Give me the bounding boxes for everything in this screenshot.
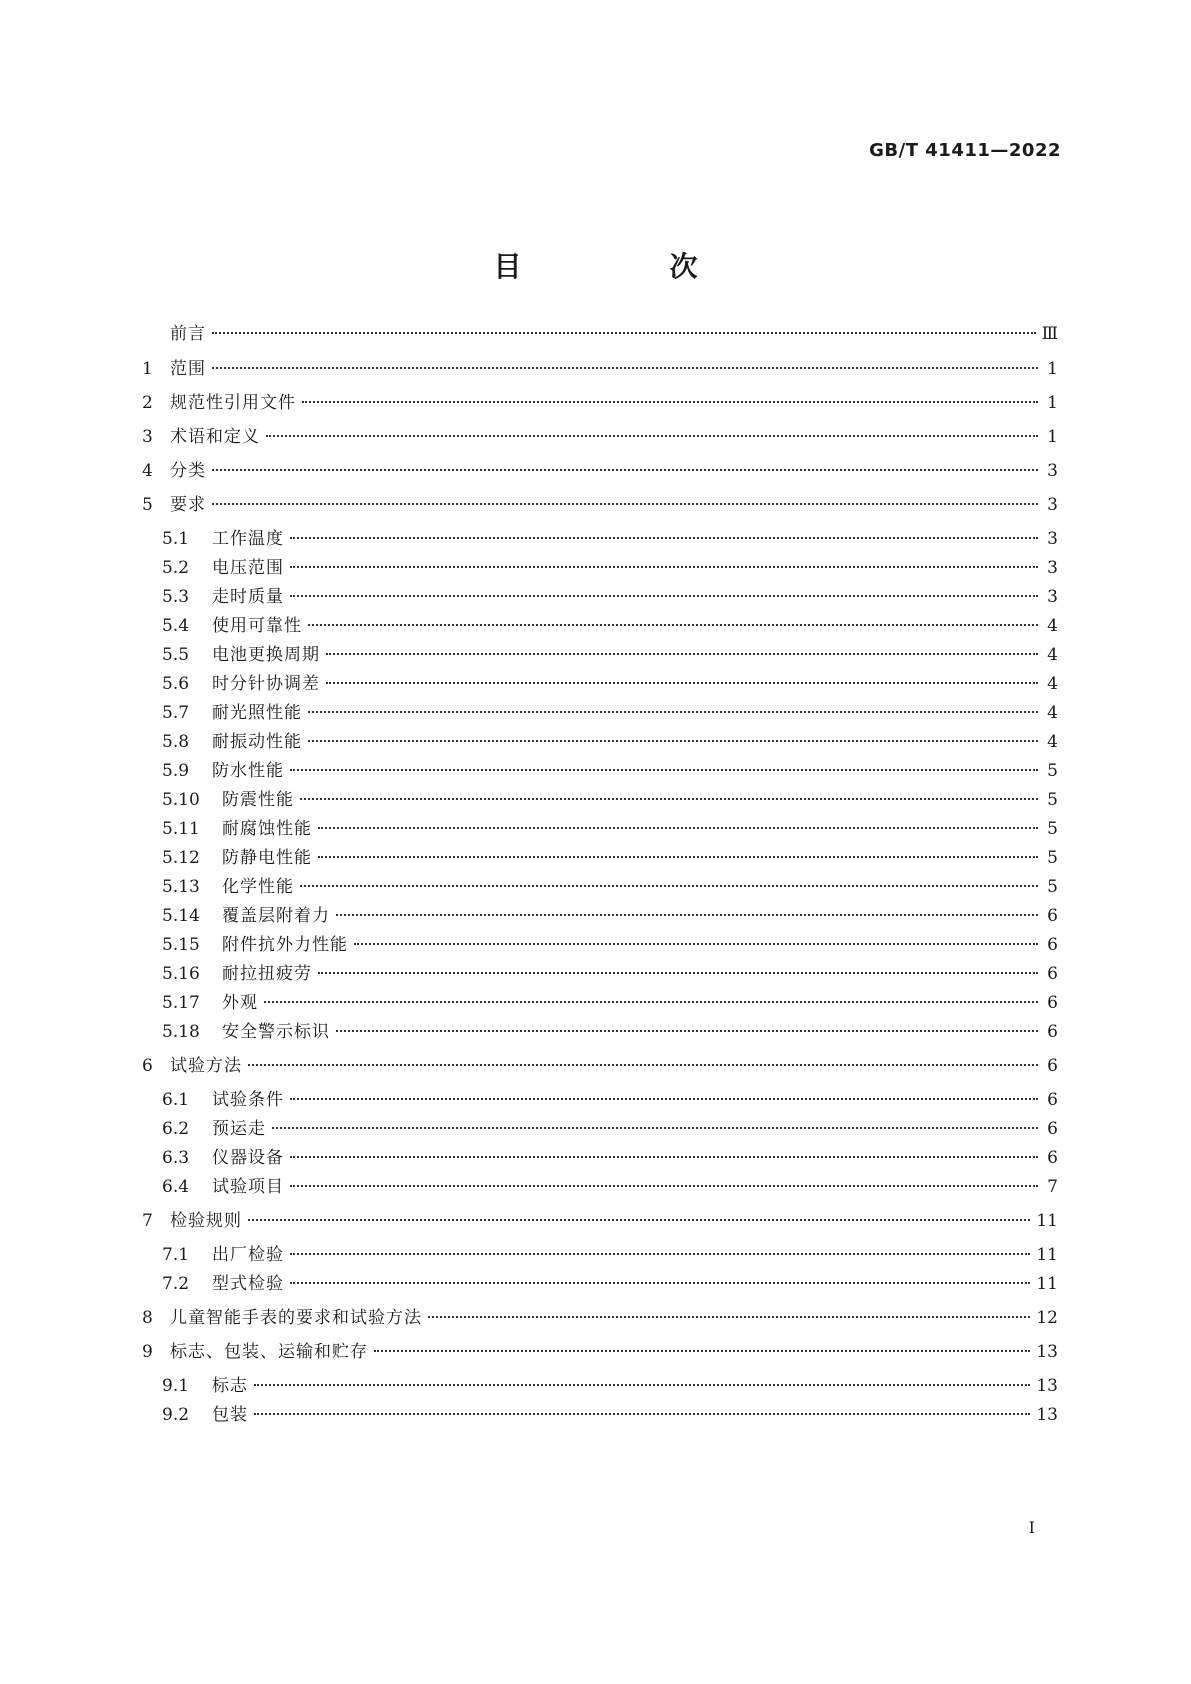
toc-text: 防震性能 [222, 790, 294, 810]
toc-subentry[interactable] [162, 1243, 1058, 1267]
toc-number: 5.17 [162, 993, 200, 1013]
toc-subentry[interactable] [162, 701, 1058, 725]
toc-entry[interactable] [142, 1209, 1058, 1233]
standard-code: GB/T 41411—2022 [869, 140, 1061, 161]
toc-number: 6.4 [162, 1177, 190, 1197]
toc-text: 仪器设备 [212, 1148, 284, 1168]
toc-text: 走时质量 [212, 587, 284, 607]
toc-entry[interactable] [142, 493, 1058, 517]
toc-text: 规范性引用文件 [170, 393, 296, 413]
toc-subentry[interactable] [162, 1117, 1058, 1141]
toc-number: 6.1 [162, 1090, 190, 1110]
toc-subentry[interactable] [162, 1088, 1058, 1112]
toc-text: 试验条件 [212, 1090, 284, 1110]
toc-number: 5.3 [162, 587, 190, 607]
toc-page: 4 [1047, 674, 1058, 694]
toc-number: 5.15 [162, 935, 200, 955]
dot-leader [290, 769, 1038, 771]
toc-text: 包装 [212, 1405, 248, 1425]
toc-number: 3 [142, 427, 153, 447]
toc-text: 耐腐蚀性能 [222, 819, 312, 839]
toc-number: 5.9 [162, 761, 190, 781]
toc-text: 电池更换周期 [212, 645, 320, 665]
toc-entry[interactable] [142, 459, 1058, 483]
toc-text: 标志 [212, 1376, 248, 1396]
dot-leader [336, 914, 1038, 916]
toc-text: 要求 [170, 495, 206, 515]
toc-page: 3 [1047, 495, 1058, 515]
toc-text: 耐光照性能 [212, 703, 302, 723]
toc-page: 4 [1047, 732, 1058, 752]
dot-leader [290, 1282, 1030, 1284]
dot-leader [374, 1350, 1030, 1352]
toc-page: 6 [1047, 1022, 1058, 1042]
toc-subentry[interactable] [162, 875, 1058, 899]
toc-subentry[interactable] [162, 614, 1058, 638]
dot-leader [290, 1098, 1038, 1100]
toc-page: 5 [1047, 790, 1058, 810]
toc-number: 5.2 [162, 558, 190, 578]
toc-number: 9.2 [162, 1405, 190, 1425]
dot-leader [336, 1030, 1038, 1032]
toc-page: 5 [1047, 848, 1058, 868]
dot-leader [248, 1064, 1038, 1066]
toc-number: 5.11 [162, 819, 200, 839]
toc-page: 6 [1047, 906, 1058, 926]
toc-text: 分类 [170, 461, 206, 481]
toc-text: 耐拉扭疲劳 [222, 964, 312, 984]
toc-text: 防静电性能 [222, 848, 312, 868]
toc-number: 7 [142, 1211, 153, 1231]
toc-page: 13 [1036, 1376, 1058, 1396]
dot-leader [326, 653, 1038, 655]
toc-subentry[interactable] [162, 1175, 1058, 1199]
toc-page: 11 [1036, 1245, 1058, 1265]
toc-entry[interactable] [142, 1340, 1058, 1364]
dot-leader [300, 885, 1038, 887]
toc-number: 5.16 [162, 964, 200, 984]
toc-page: 3 [1047, 529, 1058, 549]
toc-text: 耐振动性能 [212, 732, 302, 752]
dot-leader [318, 856, 1038, 858]
toc-entry[interactable] [142, 1054, 1058, 1078]
toc-number: 6 [142, 1056, 153, 1076]
toc-number: 5.6 [162, 674, 190, 694]
dot-leader [290, 1253, 1030, 1255]
toc-page: 13 [1036, 1405, 1058, 1425]
toc-subentry[interactable] [162, 585, 1058, 609]
toc-page: 6 [1047, 1056, 1058, 1076]
toc-text: 试验项目 [212, 1177, 284, 1197]
toc-subentry[interactable] [162, 527, 1058, 551]
toc-text: 化学性能 [222, 877, 294, 897]
toc-number: 1 [142, 359, 153, 379]
toc-subentry[interactable] [162, 643, 1058, 667]
toc-page: 4 [1047, 645, 1058, 665]
toc-page: 3 [1047, 587, 1058, 607]
dot-leader [212, 503, 1038, 505]
toc-subentry[interactable] [162, 991, 1058, 1015]
toc-page: 4 [1047, 616, 1058, 636]
toc-page: 5 [1047, 877, 1058, 897]
dot-leader [290, 1156, 1038, 1158]
toc-page: 6 [1047, 993, 1058, 1013]
dot-leader [248, 1219, 1030, 1221]
toc-number: 4 [142, 461, 153, 481]
toc-page: 1 [1047, 427, 1058, 447]
toc-text: 使用可靠性 [212, 616, 302, 636]
toc-subentry[interactable] [162, 933, 1058, 957]
toc-subentry[interactable] [162, 904, 1058, 928]
toc-page: 7 [1047, 1177, 1058, 1197]
toc-number: 5.8 [162, 732, 190, 752]
toc-subentry[interactable] [162, 817, 1058, 841]
toc-entry[interactable] [142, 391, 1058, 415]
toc-subentry[interactable] [162, 1020, 1058, 1044]
toc-text: 出厂检验 [212, 1245, 284, 1265]
toc-number: 5.10 [162, 790, 200, 810]
toc-text: 防水性能 [212, 761, 284, 781]
toc-text: 前言 [170, 324, 206, 344]
toc-page: 6 [1047, 964, 1058, 984]
toc-subentry[interactable] [162, 1146, 1058, 1170]
dot-leader [264, 1001, 1038, 1003]
toc-number: 2 [142, 393, 153, 413]
toc-number: 5.18 [162, 1022, 200, 1042]
toc-text: 电压范围 [212, 558, 284, 578]
toc-number: 5.5 [162, 645, 190, 665]
toc-number: 7.2 [162, 1274, 190, 1294]
toc-page: 13 [1036, 1342, 1058, 1362]
toc-number: 5 [142, 495, 153, 515]
toc-number: 5.1 [162, 529, 190, 549]
toc-number: 5.14 [162, 906, 200, 926]
toc-page: 1 [1047, 393, 1058, 413]
dot-leader [318, 827, 1038, 829]
dot-leader [302, 401, 1038, 403]
toc-entry-preface[interactable] [142, 322, 1058, 346]
toc-entry[interactable] [142, 1306, 1058, 1330]
toc-subentry[interactable] [162, 962, 1058, 986]
toc-entry[interactable] [142, 425, 1058, 449]
toc-page: 12 [1036, 1308, 1058, 1328]
toc-number: 9 [142, 1342, 153, 1362]
toc-number: 6.3 [162, 1148, 190, 1168]
toc-number: 5.12 [162, 848, 200, 868]
toc-subentry[interactable] [162, 788, 1058, 812]
dot-leader [212, 332, 1036, 334]
toc-text: 覆盖层附着力 [222, 906, 330, 926]
toc-number: 9.1 [162, 1376, 190, 1396]
toc-subentry[interactable] [162, 1374, 1058, 1398]
dot-leader [266, 435, 1038, 437]
toc-page: 5 [1047, 761, 1058, 781]
toc-text: 型式检验 [212, 1274, 284, 1294]
dot-leader [254, 1384, 1030, 1386]
toc-page: 6 [1047, 1119, 1058, 1139]
dot-leader [308, 624, 1038, 626]
toc-number: 8 [142, 1308, 153, 1328]
footer-page-number: I [1028, 1518, 1035, 1537]
dot-leader [290, 1185, 1038, 1187]
toc-subentry[interactable] [162, 846, 1058, 870]
toc-number: 7.1 [162, 1245, 190, 1265]
dot-leader [326, 682, 1038, 684]
dot-leader [428, 1316, 1030, 1318]
dot-leader [290, 566, 1038, 568]
dot-leader [272, 1127, 1038, 1129]
toc-text: 附件抗外力性能 [222, 935, 348, 955]
toc-text: 安全警示标识 [222, 1022, 330, 1042]
toc-number: 5.4 [162, 616, 190, 636]
dot-leader [354, 943, 1038, 945]
toc-text: 儿童智能手表的要求和试验方法 [170, 1308, 422, 1328]
toc-subentry[interactable] [162, 556, 1058, 580]
toc-text: 预运走 [212, 1119, 266, 1139]
dot-leader [318, 972, 1038, 974]
toc-text: 检验规则 [170, 1211, 242, 1231]
toc-page: 11 [1036, 1211, 1058, 1231]
toc-subentry[interactable] [162, 759, 1058, 783]
dot-leader [290, 537, 1038, 539]
dot-leader [300, 798, 1038, 800]
toc-text: 范围 [170, 359, 206, 379]
toc-text: 标志、包装、运输和贮存 [170, 1342, 368, 1362]
toc-subentry[interactable] [162, 672, 1058, 696]
toc-page: 6 [1047, 935, 1058, 955]
toc-number: 6.2 [162, 1119, 190, 1139]
toc-text: 术语和定义 [170, 427, 260, 447]
toc-entry[interactable] [142, 357, 1058, 381]
dot-leader [212, 469, 1038, 471]
dot-leader [290, 595, 1038, 597]
toc-page: 6 [1047, 1090, 1058, 1110]
toc-number: 5.7 [162, 703, 190, 723]
toc-text: 时分针协调差 [212, 674, 320, 694]
page-title: 目 次 [493, 250, 758, 283]
toc-subentry[interactable] [162, 730, 1058, 754]
toc-text: 工作温度 [212, 529, 284, 549]
toc-number: 5.13 [162, 877, 200, 897]
toc-page: Ⅲ [1041, 324, 1058, 344]
dot-leader [308, 711, 1038, 713]
dot-leader [212, 367, 1038, 369]
toc-page: 4 [1047, 703, 1058, 723]
toc-text: 外观 [222, 993, 258, 1013]
toc-subentry[interactable] [162, 1272, 1058, 1296]
dot-leader [254, 1413, 1030, 1415]
toc-page: 5 [1047, 819, 1058, 839]
toc-text: 试验方法 [170, 1056, 242, 1076]
toc-page: 6 [1047, 1148, 1058, 1168]
toc-page: 1 [1047, 359, 1058, 379]
toc-page: 11 [1036, 1274, 1058, 1294]
toc-page: 3 [1047, 461, 1058, 481]
toc-page: 3 [1047, 558, 1058, 578]
toc-subentry[interactable] [162, 1403, 1058, 1427]
dot-leader [308, 740, 1038, 742]
